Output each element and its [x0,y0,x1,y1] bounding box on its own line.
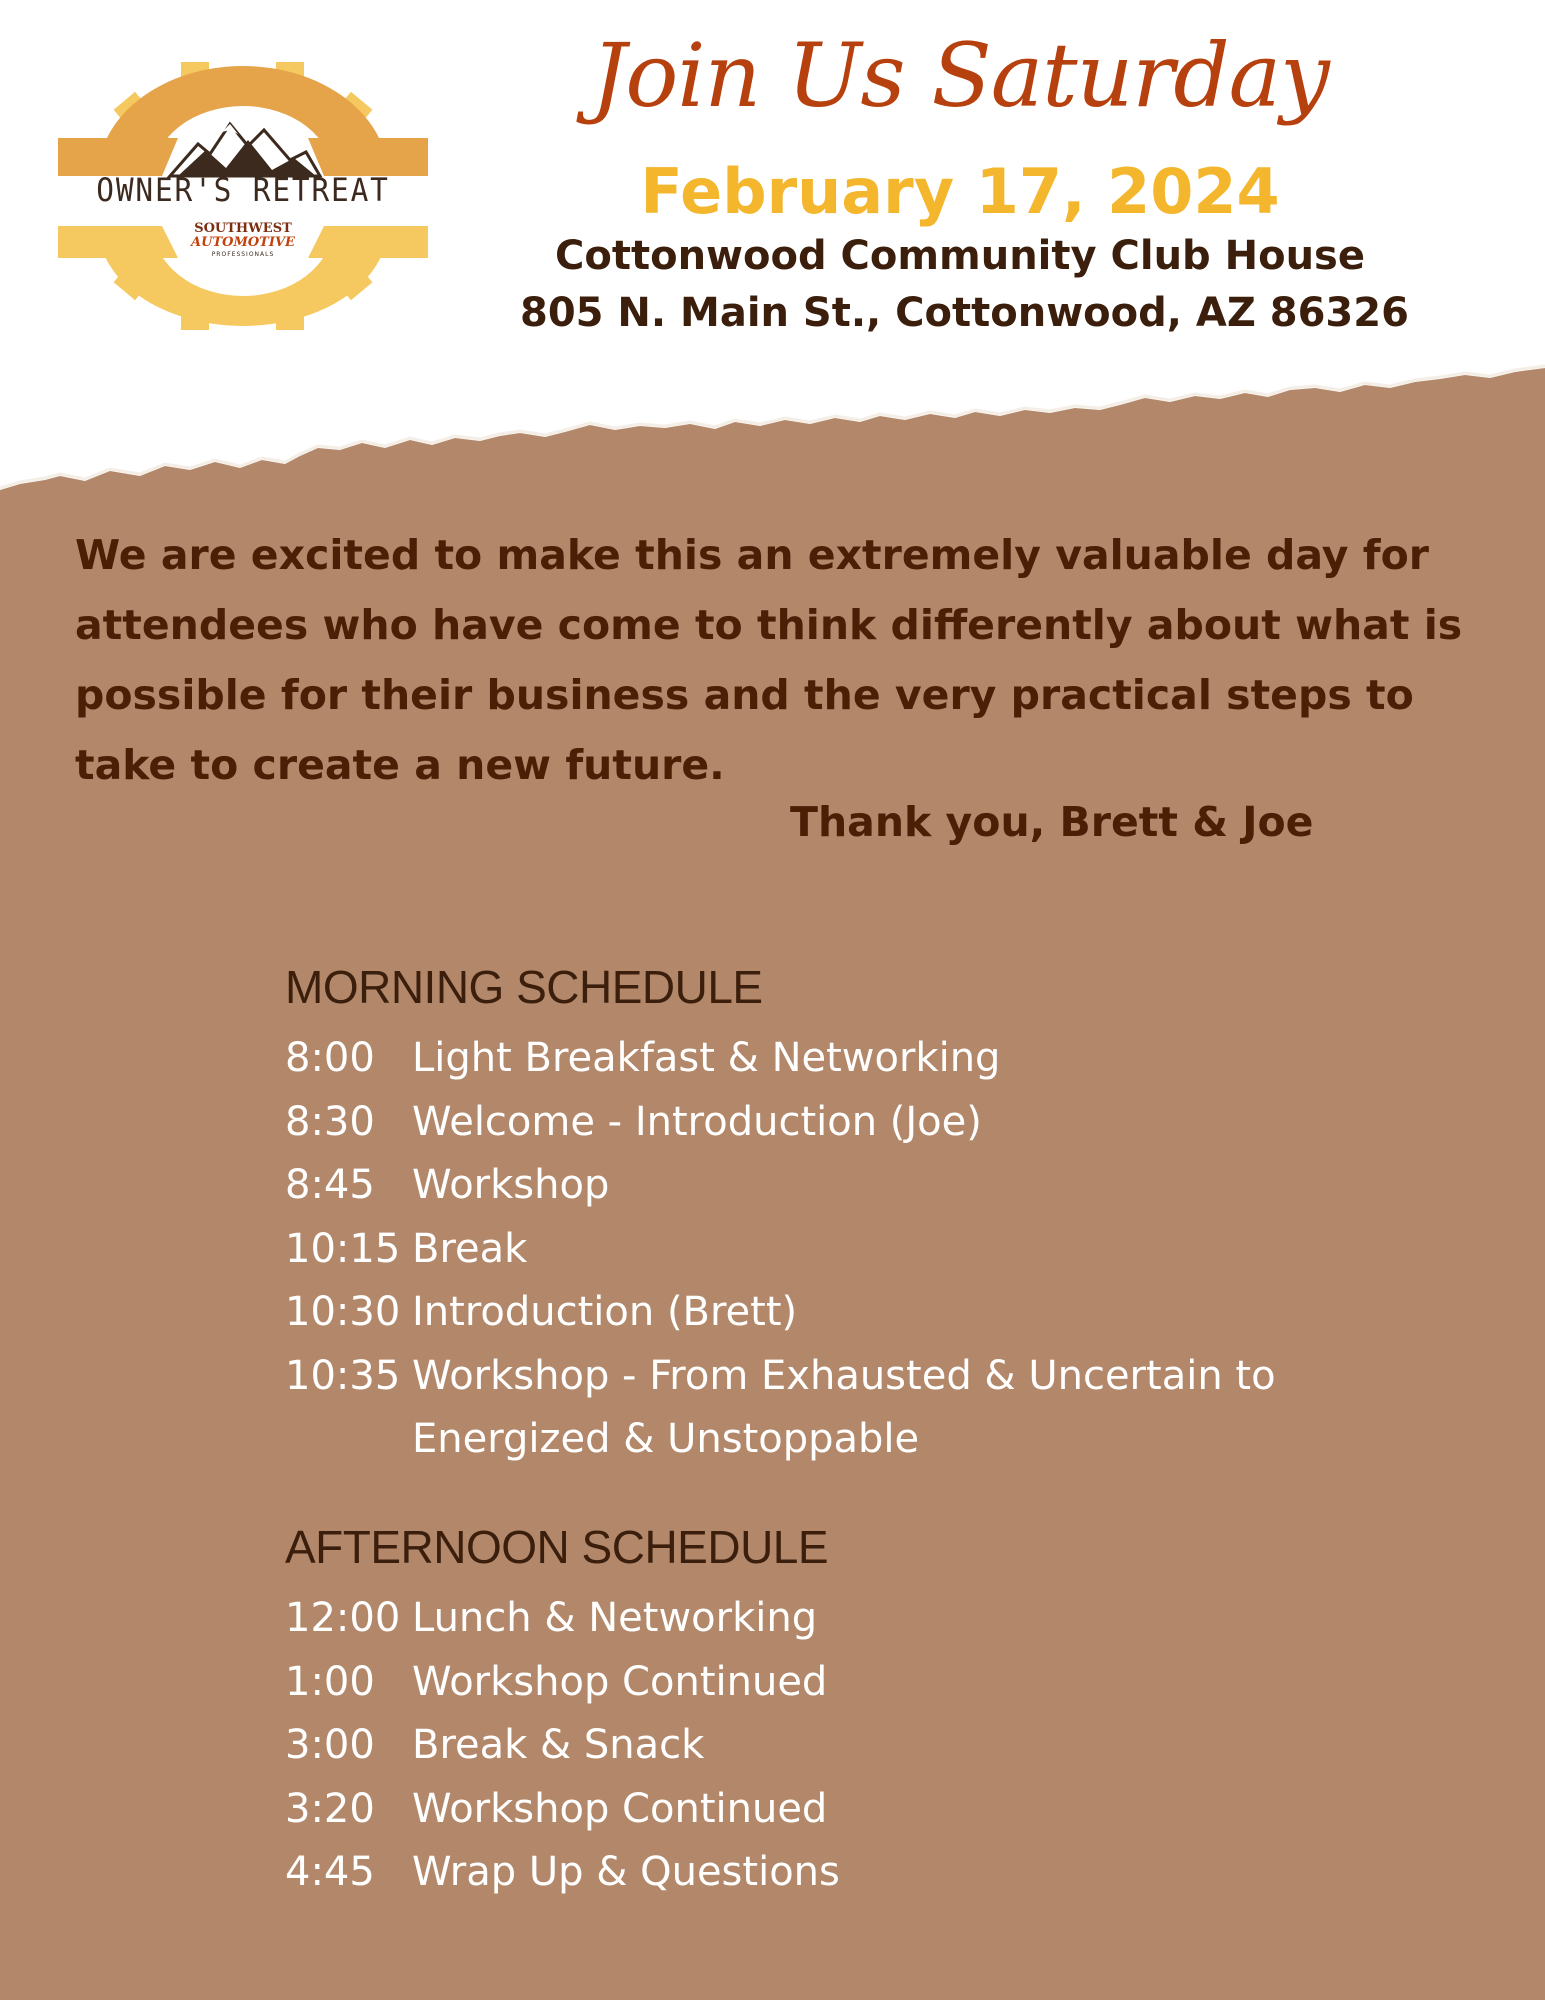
schedule-row [285,1345,1385,1409]
afternoon-schedule-heading: AFTERNOON SCHEDULE [285,1521,829,1573]
schedule-activity-continued: Energized & Unstoppable [412,1416,920,1462]
intro-line: possible for their business and the very practical steps to [75,671,1414,719]
schedule-activity: Workshop - From Exhausted & Uncertain to [412,1352,1276,1399]
schedule-time: 3:20 [285,1785,375,1832]
morning-schedule-heading: MORNING SCHEDULE [285,961,763,1013]
intro-line: We are excited to make this an extremely valuable day for [75,531,1430,579]
schedule-row [285,1651,1385,1715]
schedule-activity: Break [412,1225,528,1272]
schedule-time: 10:35 [285,1352,401,1399]
logo-brand-automotive: AUTOMOTIVE [191,235,295,250]
intro-line: take to create a new future. [75,741,725,789]
schedule-activity: Light Breakfast & Networking [412,1035,1001,1081]
schedule-row [285,1218,1385,1282]
schedule-row [285,1841,1385,1905]
schedule-time: 10:30 [285,1289,401,1335]
schedule-row [285,1778,1385,1842]
schedule-activity: Lunch & Networking [412,1595,818,1641]
schedule-row [285,1027,1385,1091]
afternoon-schedule-list [285,1587,1385,1905]
schedule-time: 8:30 [285,1098,375,1145]
logo-title: OWNER'S RETREAT [96,171,390,209]
schedule-time: 3:00 [285,1722,375,1768]
signature: Thank you, Brett & Joe [790,798,1314,846]
logo-brand-southwest: SOUTHWEST [194,221,292,236]
schedule-time: 4:45 [285,1849,375,1895]
schedule-time: 8:00 [285,1035,375,1081]
event-address: 805 N. Main St., Cottonwood, AZ 86326 [520,290,1409,336]
schedule-row [285,1154,1385,1218]
schedule-activity: Wrap Up & Questions [412,1849,840,1895]
schedule-activity: Workshop [412,1162,610,1208]
logo-brand-professionals: PROFESSIONALS [211,251,275,258]
morning-schedule-list [285,1027,1385,1472]
schedule-row [285,1281,1385,1345]
schedule-time: 10:15 [285,1225,401,1272]
schedule-row [285,1091,1385,1155]
schedule-row [285,1587,1385,1651]
schedule-time: 1:00 [285,1658,375,1705]
schedule-time: 8:45 [285,1162,375,1208]
schedule-time: 12:00 [285,1595,401,1641]
schedule-activity: Introduction (Brett) [412,1289,798,1335]
schedule-row-continuation [285,1408,1385,1472]
schedule-row [285,1714,1385,1778]
owners-retreat-logo [58,58,428,333]
schedule-activity: Workshop Continued [412,1658,828,1705]
intro-paragraph [75,520,1495,800]
schedule-activity: Workshop Continued [412,1785,828,1832]
schedule-activity: Welcome - Introduction (Joe) [412,1098,982,1145]
headline-script: Join Us Saturday [591,24,1329,127]
event-date: February 17, 2024 [640,155,1280,228]
schedule-activity: Break & Snack [412,1722,705,1768]
intro-line: attendees who have come to think differently about what is [75,601,1463,649]
event-venue: Cottonwood Community Club House [555,233,1365,279]
